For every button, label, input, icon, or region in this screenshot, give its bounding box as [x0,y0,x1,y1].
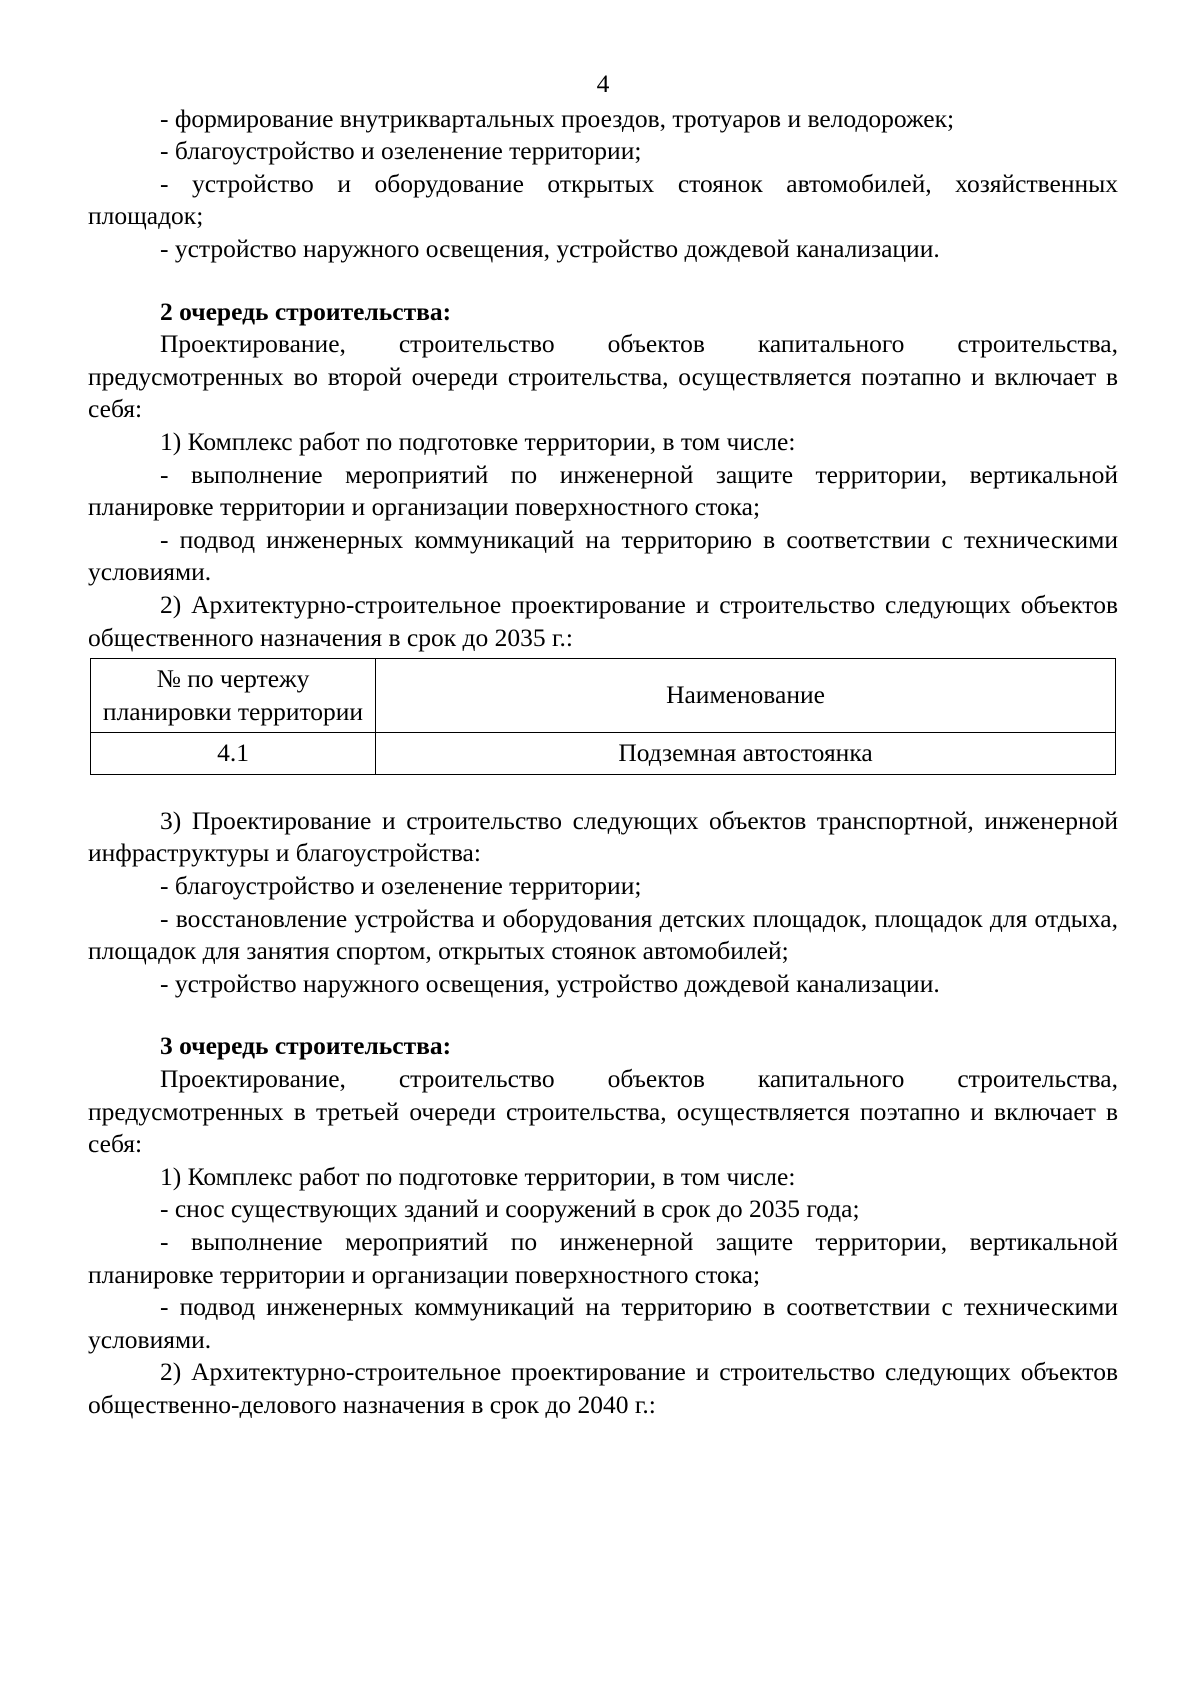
list-item: 3) Проектирование и строительство следующих объектов транспортной, инженерной инфраструктуры и благоустройства: [88,805,1118,868]
section-heading-2: 2 очередь строительства: [160,296,452,326]
table-cell-name: Подземная автостоянка [376,733,1116,775]
document-page [88,68,1118,1422]
list-item: - устройство наружного освещения, устройство дождевой канализации. [160,968,940,998]
list-item: - устройство наружного освещения, устройство дождевой канализации. [160,233,940,263]
list-item: - подвод инженерных коммуникаций на территорию в соответствии с техническими условиями. [88,524,1118,587]
spacer [88,266,1118,296]
table-header-number: № по чертежу планировки территории [91,659,376,733]
section-intro: Проектирование, строительство объектов капитального строительства, предусмотренных во второй очереди строительства, осуществляется поэтапно и включает в себя: [88,329,1118,424]
list-item: 2) Архитектурно-строительное проектирование и строительство следующих объектов общественно-делового назначения в срок до 2040 г.: [88,1357,1118,1419]
list-item: 1) Комплекс работ по подготовке территории, в том числе: [160,426,796,456]
table-header-row [91,659,1116,733]
spacer [88,1000,1118,1030]
list-item: - подвод инженерных коммуникаций на территорию в соответствии с техническими условиями. [88,1292,1118,1354]
list-item: 1) Комплекс работ по подготовке территории, в том числе: [160,1161,796,1191]
list-item: - снос существующих зданий и сооружений в срок до 2035 года; [160,1194,860,1224]
list-item: - восстановление устройства и оборудования детских площадок, площадок для отдыха, площадок для занятия спортом, открытых стоянок автомобилей; [88,903,1118,966]
page-number: 4 [596,69,610,98]
list-item: 2) Архитектурно-строительное проектирование и строительство следующих объектов общественного назначения в срок до 2035 г.: [88,589,1118,652]
list-item: - выполнение мероприятий по инженерной защите территории, вертикальной планировке территории и организации поверхностного стока; [88,459,1118,522]
list-item: - устройство и оборудование открытых стоянок автомобилей, хозяйственных площадок; [88,168,1118,231]
section-intro: Проектирование, строительство объектов капитального строительства, предусмотренных в третьей очереди строительства, осуществляется поэтапно и включает в себя: [88,1064,1118,1159]
list-item: - благоустройство и озеленение территории; [160,136,642,166]
table-row [91,733,1116,775]
section-heading-3: 3 очередь строительства: [160,1031,452,1061]
table-header-name: Наименование [376,659,1116,733]
objects-table [90,658,1116,775]
list-item: - формирование внутриквартальных проездов, тротуаров и велодорожек; [160,103,955,133]
list-item: - выполнение мероприятий по инженерной защите территории, вертикальной планировке территории и организации поверхностного стока; [88,1227,1118,1289]
table-cell-number: 4.1 [91,733,376,775]
list-item: - благоустройство и озеленение территории; [160,871,642,901]
spacer [88,775,1118,805]
